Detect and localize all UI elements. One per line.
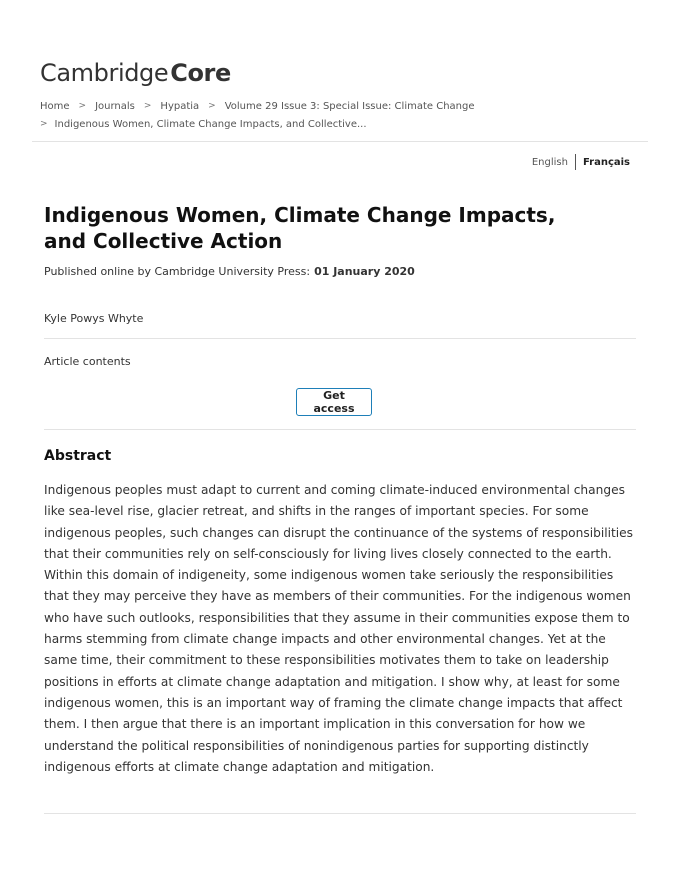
breadcrumb-hypatia[interactable]: Hypatia [160,101,200,112]
author-name[interactable]: Kyle Powys Whyte [44,312,144,325]
language-francais[interactable]: Français [582,156,630,168]
breadcrumb-separator: > [143,101,152,111]
header-divider [32,141,648,142]
logo-text-cambridge: Cambridge [40,59,169,87]
language-divider [575,154,576,170]
breadcrumb-separator: > [40,118,48,129]
abstract-heading: Abstract [44,448,112,464]
breadcrumb-issue[interactable]: Volume 29 Issue 3: Special Issue: Climate Change [224,101,475,112]
logo-text-core: Core [170,59,231,87]
article-title: Indigenous Women, Climate Change Impacts, and Collective Action [44,203,556,253]
access-divider [44,429,636,430]
published-date: 01 January 2020 [314,265,415,278]
abstract-text: Indigenous peoples must adapt to current and coming climate-induced environmental changes like sea-level rise, glacier retreat, and shifts in the ranges of important species. For some indigenous peoples, such changes can disrupt the continuance of the systems of responsibilities that their communities rely on self-consciously for living lives closely connected to the earth. Within this domain of indigeneity, some indigenous women take seriously the responsibilities that they may perceive they have as members of their communities. For the indigenous women who have such outlooks, responsibilities that they assume in their communities expose them to harms stemming from climate change impacts and other environmental changes. Yet at the same time, their commitment to these responsibilities motivates them to take on leadership positions in efforts at climate change adaptation and mitigation. I show why, at least for some indigenous women, this is an important way of framing the climate change impacts that affect them. I then argue that there is an important implication in this conversation for how we understand the political responsibilities of nonindigenous parties for supporting distinctly indigenous efforts at climate change adaptation and mitigation. [44,483,634,774]
abstract-divider [44,813,636,814]
get-access-button[interactable]: Get access [296,388,372,416]
breadcrumb-current: Indigenous Women, Climate Change Impacts, and Collective... [54,118,367,130]
breadcrumb [40,98,640,133]
breadcrumb-journals[interactable]: Journals [95,101,135,112]
language-english[interactable]: English [531,156,568,168]
breadcrumb-separator: > [78,101,87,111]
cambridge-core-logo[interactable] [40,59,231,87]
breadcrumb-home[interactable]: Home [40,101,70,112]
published-info [44,265,415,278]
article-contents-toggle[interactable]: Article contents [44,355,131,368]
published-label: Published online by Cambridge University Press: [44,265,311,278]
breadcrumb-row [40,98,640,116]
author-divider [44,338,636,339]
breadcrumb-separator: > [208,101,216,111]
language-switcher [532,154,630,170]
breadcrumb-row [40,116,640,134]
